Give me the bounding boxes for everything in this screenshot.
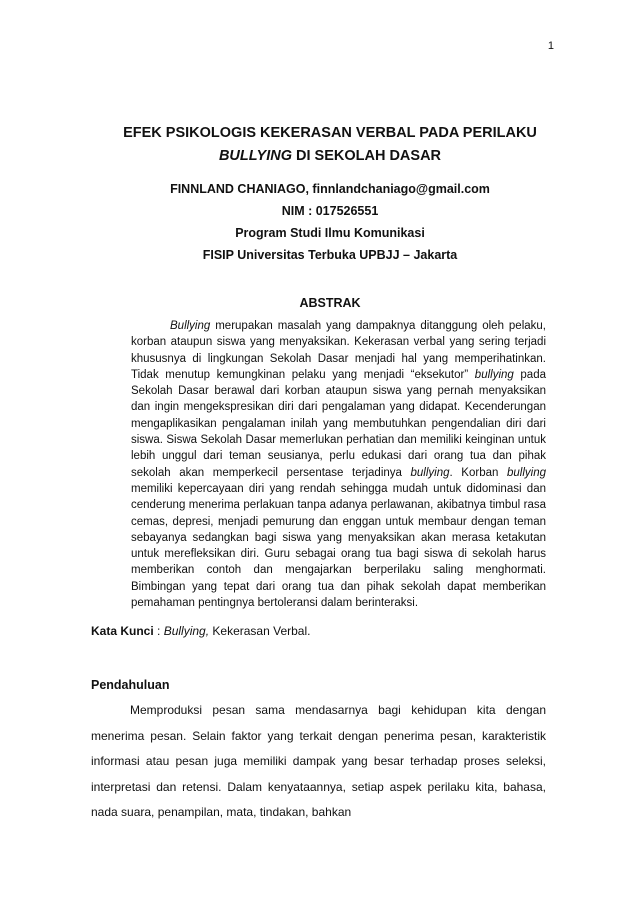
title-line-1: EFEK PSIKOLOGIS KEKERASAN VERBAL PADA PERILAKU <box>123 125 537 141</box>
author-faculty: FISIP Universitas Terbuka UPBJJ – Jakarta <box>202 248 458 262</box>
abstract-heading: ABSTRAK <box>299 296 361 310</box>
abstract-body <box>131 318 546 611</box>
author-block <box>60 178 600 266</box>
author-name-email: FINNLAND CHANIAGO, finnlandchaniago@gmail.com <box>170 182 490 196</box>
abstract-text: memiliki kepercayaan diri yang rendah sehingga mudah untuk didominasi dan cenderung menerima perlakuan tanpa adanya perlawanan, akibatnya timbul rasa cemas, depresi, menjadi pemurung dan enggan untuk membaur dengan teman sebayanya sedangkan bagi siswa yang menyaksikan akan merasa ketakutan untuk merefleksikan diri. Guru sebagai orang tua bagi siswa di sekolah harus memberikan contoh dan mengajarkan berperilaku saling menghormati. Bimbingan yang tepat dari orang tua dan pihak sekolah dapat memberikan pemahaman pentingnya bertoleransi dalam berinteraksi. <box>131 482 546 610</box>
abstract-italic-term: bullying <box>410 466 450 479</box>
keywords-separator: : <box>153 624 164 638</box>
abstract-italic-term: bullying <box>507 466 546 479</box>
title-line-2-rest: DI SEKOLAH DASAR <box>291 148 442 164</box>
paper-title <box>60 122 600 168</box>
abstract-text: merupakan masalah yang dampaknya ditanggung oleh pelaku, korban ataupun siswa yang menyaksikan. Kekerasan verbal yang sering terjadi khususnya di lingkungan Sekolah Dasar menjadi hal yang memperihatinkan. Tidak menutup kemungkinan pelaku yang menjadi “eksekutor” <box>131 320 546 381</box>
abstract-text: . Korban <box>449 466 507 479</box>
page-number: 1 <box>547 40 554 52</box>
keywords-label: Kata Kunci <box>91 624 154 638</box>
keywords-line <box>91 624 551 638</box>
abstract-italic-term: bullying <box>474 368 514 381</box>
introduction-body <box>91 698 546 826</box>
keyword-rest: Kekerasan Verbal. <box>209 624 311 638</box>
keyword-italic: Bullying, <box>163 624 210 638</box>
abstract-italic-term: Bullying <box>170 320 211 332</box>
section-heading-introduction: Pendahuluan <box>91 678 170 692</box>
abstract-paragraph <box>131 318 546 611</box>
title-italic-term: BULLYING <box>218 148 292 164</box>
introduction-paragraph: Memproduksi pesan sama mendasarnya bagi kehidupan kita dengan menerima pesan. Selain faktor yang terkait dengan penerima pesan, karakteristik informasi atau pesan juga memiliki dampak yang besar terhadap proses seleksi, interpretasi dan retensi. Dalam kenyataannya, setiap aspek perilaku kita, bahasa, nada suara, penampilan, mata, tindakan, bahkan <box>91 703 546 820</box>
title-line-2 <box>60 145 600 168</box>
author-nim: NIM : 017526551 <box>281 204 379 218</box>
abstract-text: pada Sekolah Dasar berawal dari korban ataupun siswa yang pernah menyaksikan dan ingin mengekspresikan diri dari pengalaman yang didapat. Kecenderungan mengaplikasikan pengalaman inilah yang membutuhkan pengendalian diri dari siswa. Siswa Sekolah Dasar memerlukan perhatian dan memiliki keinginan untuk lebih unggul dari teman seusianya, perlu edukasi dari orang tua dan pihak sekolah akan memperkecil persentase terjadinya <box>131 368 546 479</box>
author-program: Program Studi Ilmu Komunikasi <box>235 226 425 240</box>
